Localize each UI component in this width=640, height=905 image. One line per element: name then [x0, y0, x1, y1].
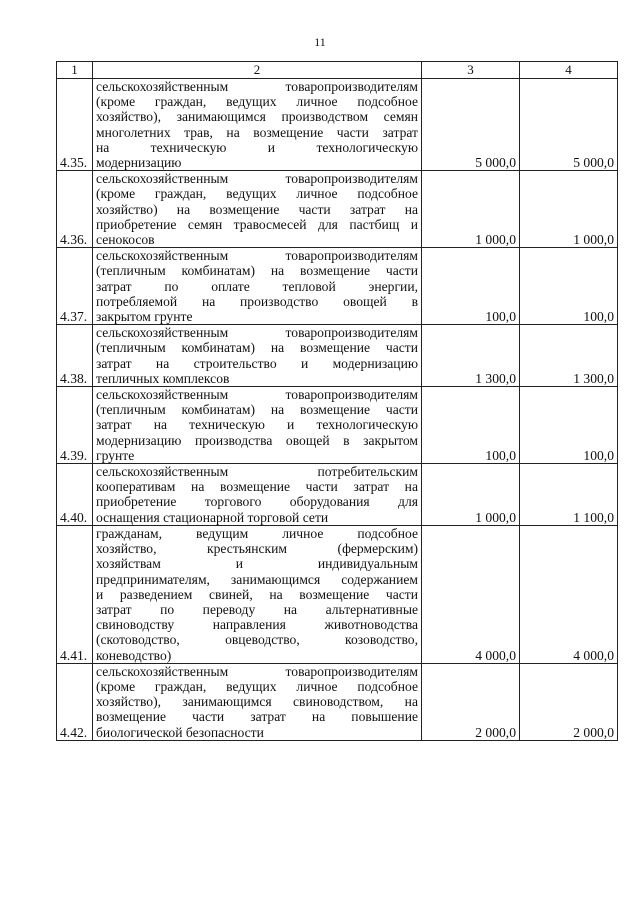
- description-line: сельскохозяйственным товаропроизводителям: [96, 387, 418, 403]
- description-line: сельскохозяйственным товаропроизводителям: [96, 79, 418, 94]
- row-description: [93, 387, 422, 464]
- amount-col-4: 100,0: [520, 248, 618, 325]
- description-line: затрат по оплате тепловой энергии,: [96, 278, 418, 294]
- row-description: [93, 171, 422, 248]
- description-line: гражданам, ведущим личное подсобное: [96, 525, 418, 541]
- description-line: коневодство): [96, 647, 172, 663]
- description-line: хозяйство) на возмещение части затрат на: [96, 201, 418, 217]
- description-line: приобретение семян травосмесей для пастбищ и: [96, 216, 418, 232]
- amount-col-3: 1 000,0: [422, 171, 520, 248]
- description-line: (тепличным комбинатам) на возмещение части: [96, 340, 418, 356]
- description-line: сельскохозяйственным товаропроизводителям: [96, 248, 418, 264]
- budget-table: [56, 61, 618, 741]
- description-line: хозяйство, крестьянским (фермерским): [96, 541, 418, 557]
- description-line: сельскохозяйственным товаропроизводителям: [96, 663, 418, 679]
- amount-col-4: 1 100,0: [520, 464, 618, 526]
- header-col-2: 2: [93, 62, 422, 79]
- description-line: хозяйство), занимающимся производством семян: [96, 109, 418, 125]
- table-row: [57, 325, 618, 387]
- description-line: хозяйство), занимающимся свиноводством, на: [96, 694, 418, 710]
- description-line: возмещение части затрат на повышение: [96, 709, 418, 725]
- row-number: 4.38.: [57, 325, 93, 387]
- row-number: 4.37.: [57, 248, 93, 325]
- row-number: 4.42.: [57, 663, 93, 740]
- description-line: затрат на строительство и модернизацию: [96, 355, 418, 371]
- amount-col-4: 5 000,0: [520, 79, 618, 171]
- description-line: (скотоводство, овцеводство, козоводство,: [96, 632, 418, 648]
- amount-col-4: 2 000,0: [520, 663, 618, 740]
- description-line: тепличных комплексов: [96, 370, 230, 386]
- description-line: (кроме граждан, ведущих личное подсобное: [96, 94, 418, 110]
- row-description: [93, 525, 422, 663]
- description-line: модернизацию: [96, 155, 182, 171]
- row-number: 4.39.: [57, 387, 93, 464]
- row-description: [93, 79, 422, 171]
- amount-col-4: 1 300,0: [520, 325, 618, 387]
- description-line: кооперативам на возмещение части затрат на: [96, 479, 418, 495]
- description-line: многолетних трав, на возмещение части затрат: [96, 124, 418, 140]
- description-line: (кроме граждан, ведущих личное подсобное: [96, 186, 418, 202]
- description-line: сенокосов: [96, 232, 155, 248]
- description-line: закрытом грунте: [96, 309, 193, 325]
- description-line: оснащения стационарной торговой сети: [96, 509, 329, 525]
- header-col-1: 1: [57, 62, 93, 79]
- description-line: на техническую и технологическую: [96, 139, 418, 155]
- amount-col-3: 4 000,0: [422, 525, 520, 663]
- amount-col-4: 1 000,0: [520, 171, 618, 248]
- table-row: [57, 79, 618, 171]
- description-line: хозяйствам и индивидуальным: [96, 556, 418, 572]
- description-line: затрат по переводу на альтернативные: [96, 601, 418, 617]
- header-col-4: 4: [520, 62, 618, 79]
- description-line: затрат на техническую и технологическую: [96, 417, 418, 433]
- table-row: [57, 248, 618, 325]
- description-line: сельскохозяйственным товаропроизводителям: [96, 325, 418, 341]
- description-line: потребляемой на производство овощей в: [96, 293, 418, 309]
- description-line: сельскохозяйственным потребительским: [96, 464, 418, 480]
- description-line: грунте: [96, 447, 135, 463]
- table-row: [57, 464, 618, 526]
- header-row: [57, 62, 618, 79]
- row-number: 4.36.: [57, 171, 93, 248]
- amount-col-3: 1 000,0: [422, 464, 520, 526]
- description-line: предпринимателям, занимающимся содержанием: [96, 571, 418, 587]
- description-line: сельскохозяйственным товаропроизводителям: [96, 171, 418, 187]
- amount-col-3: 100,0: [422, 387, 520, 464]
- description-line: свиноводству направления животноводства: [96, 617, 418, 633]
- description-line: и разведением свиней, на возмещение части: [96, 586, 418, 602]
- row-number: 4.40.: [57, 464, 93, 526]
- amount-col-3: 2 000,0: [422, 663, 520, 740]
- amount-col-4: 100,0: [520, 387, 618, 464]
- row-description: [93, 248, 422, 325]
- row-description: [93, 325, 422, 387]
- row-description: [93, 464, 422, 526]
- description-line: (кроме граждан, ведущих личное подсобное: [96, 678, 418, 694]
- description-line: модернизацию производства овощей в закрытом: [96, 432, 418, 448]
- amount-col-3: 1 300,0: [422, 325, 520, 387]
- header-col-3: 3: [422, 62, 520, 79]
- description-line: биологической безопасности: [96, 724, 264, 740]
- page-number: 11: [314, 35, 326, 49]
- row-description: [93, 663, 422, 740]
- amount-col-3: 100,0: [422, 248, 520, 325]
- table-row: [57, 387, 618, 464]
- row-number: 4.41.: [57, 525, 93, 663]
- description-line: (тепличным комбинатам) на возмещение части: [96, 263, 418, 279]
- row-number: 4.35.: [57, 79, 93, 171]
- description-line: (тепличным комбинатам) на возмещение части: [96, 402, 418, 418]
- table-row: [57, 171, 618, 248]
- amount-col-3: 5 000,0: [422, 79, 520, 171]
- table-row: [57, 525, 618, 663]
- table-row: [57, 663, 618, 740]
- description-line: приобретение торгового оборудования для: [96, 494, 418, 510]
- amount-col-4: 4 000,0: [520, 525, 618, 663]
